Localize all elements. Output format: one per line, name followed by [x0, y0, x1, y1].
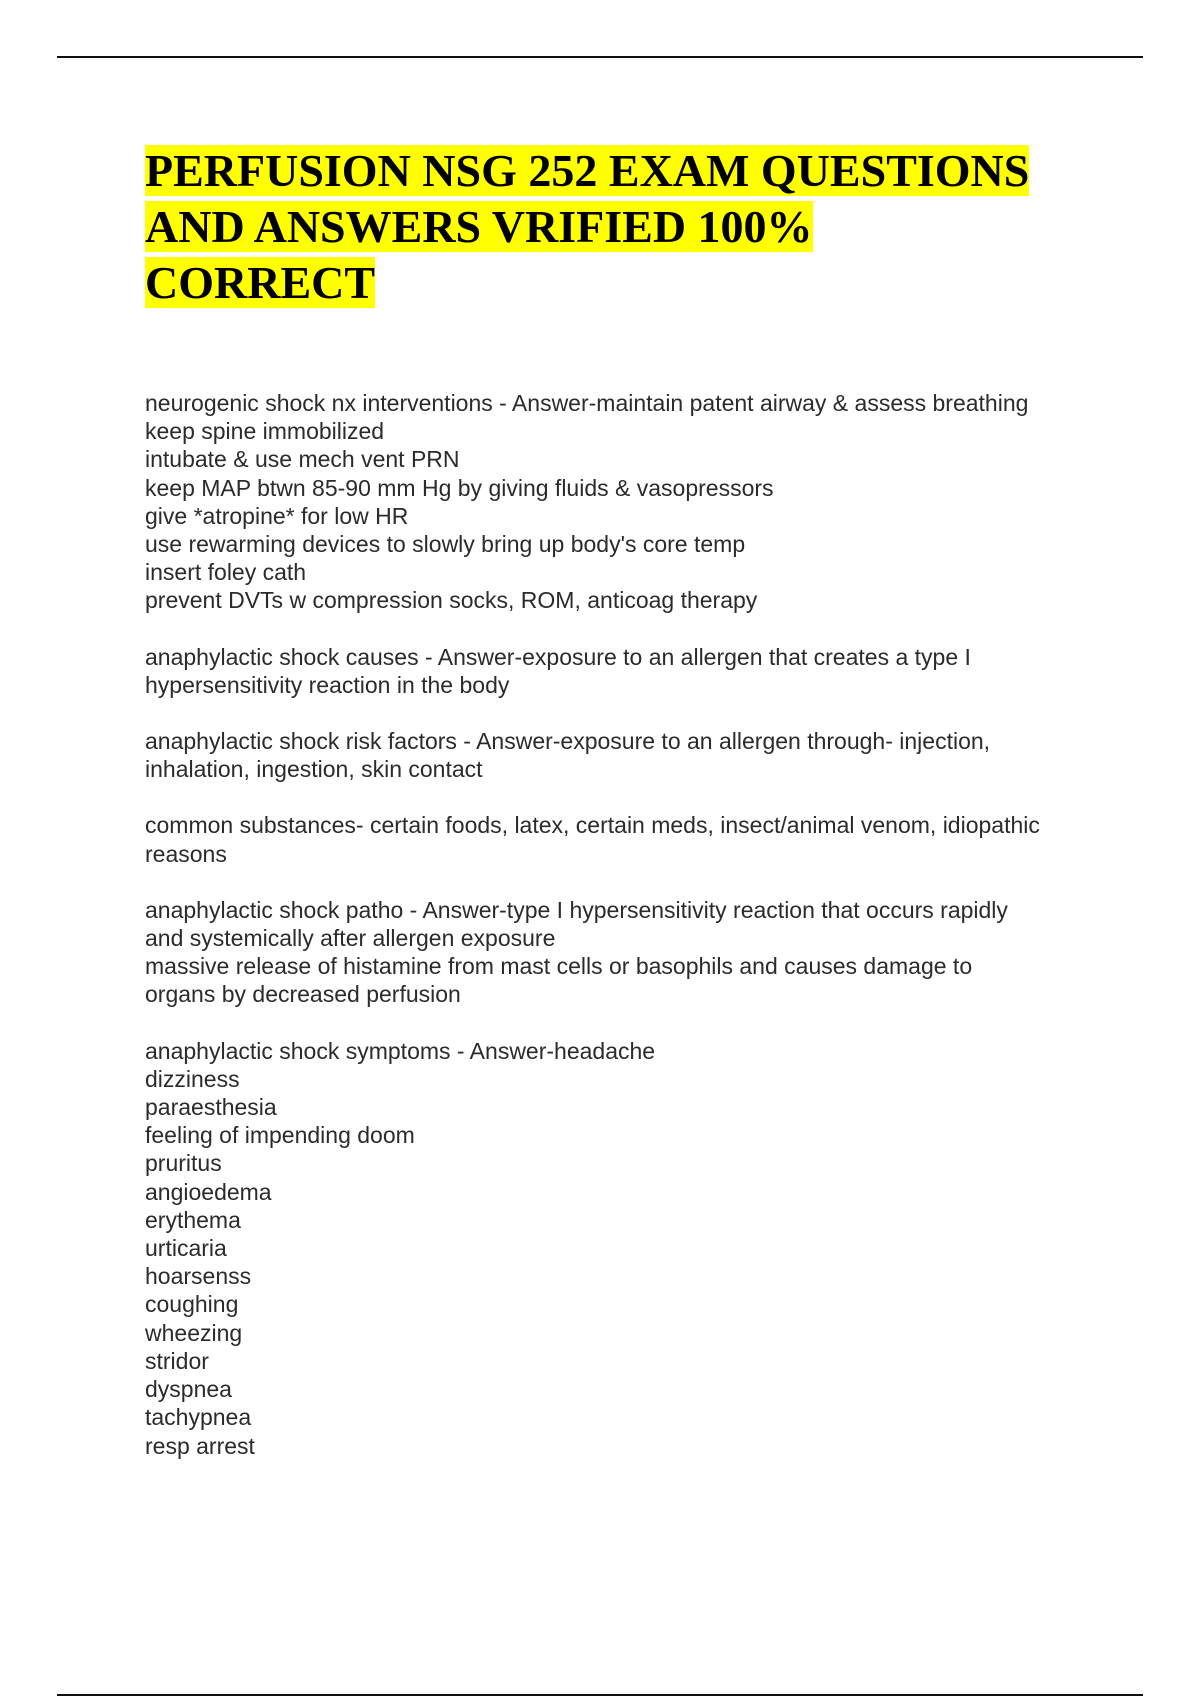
entry-line: intubate & use mech vent PRN: [145, 446, 460, 473]
entry-line: keep spine immobilized: [145, 418, 385, 445]
entry-line: reasons: [145, 840, 227, 867]
title-text: AND ANSWERS VRIFIED 100%: [145, 201, 813, 252]
title-text: CORRECT: [145, 257, 376, 308]
entry-line: dizziness: [145, 1065, 240, 1092]
header-rule: [57, 56, 1143, 58]
entry-line: angioedema: [145, 1178, 272, 1205]
entry-line: tachypnea: [145, 1404, 252, 1431]
entry-line: massive release of histamine from mast cells or basophils and causes damage to: [145, 953, 973, 980]
entry-line: insert foley cath: [145, 559, 307, 586]
entry-line: organs by decreased perfusion: [145, 981, 461, 1008]
entry-line: common substances- certain foods, latex, certain meds, insect/animal venom, idiopathic: [145, 812, 1040, 839]
footer-rule: [57, 1694, 1143, 1696]
entry-line: wheezing: [145, 1319, 243, 1346]
entry-line: give *atropine* for low HR: [145, 502, 409, 529]
entry-line: use rewarming devices to slowly bring up body's core temp: [145, 531, 746, 558]
qa-entry: [145, 643, 1105, 699]
entry-line: anaphylactic shock causes - Answer-exposure to an allergen that creates a type I: [145, 643, 971, 670]
entry-line: and systemically after allergen exposure: [145, 925, 556, 952]
qa-entry: [145, 896, 1105, 1009]
entry-line: stridor: [145, 1347, 209, 1374]
entry-line: keep MAP btwn 85-90 mm Hg by giving fluids & vasopressors: [145, 474, 774, 501]
entry-line: erythema: [145, 1206, 241, 1233]
qa-entry: [145, 389, 1105, 615]
entry-line: resp arrest: [145, 1432, 255, 1459]
title-line: [145, 255, 1085, 311]
entry-line: hypersensitivity reaction in the body: [145, 671, 510, 698]
entry-line: anaphylactic shock symptoms - Answer-headache: [145, 1037, 656, 1064]
entry-line: dyspnea: [145, 1376, 232, 1403]
qa-entry: [145, 727, 1105, 783]
title-text: PERFUSION NSG 252 EXAM QUESTIONS: [145, 145, 1030, 196]
entry-line: anaphylactic shock risk factors - Answer-exposure to an allergen through- injection,: [145, 728, 991, 755]
entry-line: pruritus: [145, 1150, 222, 1177]
entry-line: prevent DVTs w compression socks, ROM, anticoag therapy: [145, 587, 758, 614]
title-line: [145, 143, 1085, 199]
entry-line: neurogenic shock nx interventions - Answer-maintain patent airway & assess breathing: [145, 390, 1029, 416]
qa-entry: [145, 1037, 1105, 1460]
qa-entry: [145, 811, 1105, 867]
document-title: [145, 143, 1085, 311]
entry-line: anaphylactic shock patho - Answer-type I hypersensitivity reaction that occurs rapidly: [145, 896, 1008, 923]
entry-line: paraesthesia: [145, 1094, 277, 1121]
entry-line: inhalation, ingestion, skin contact: [145, 756, 483, 783]
entry-line: coughing: [145, 1291, 239, 1318]
qa-content: [145, 389, 1105, 1488]
entry-line: urticaria: [145, 1235, 227, 1262]
entry-line: feeling of impending doom: [145, 1122, 415, 1149]
title-line: [145, 199, 1085, 255]
entry-line: hoarsenss: [145, 1263, 252, 1290]
